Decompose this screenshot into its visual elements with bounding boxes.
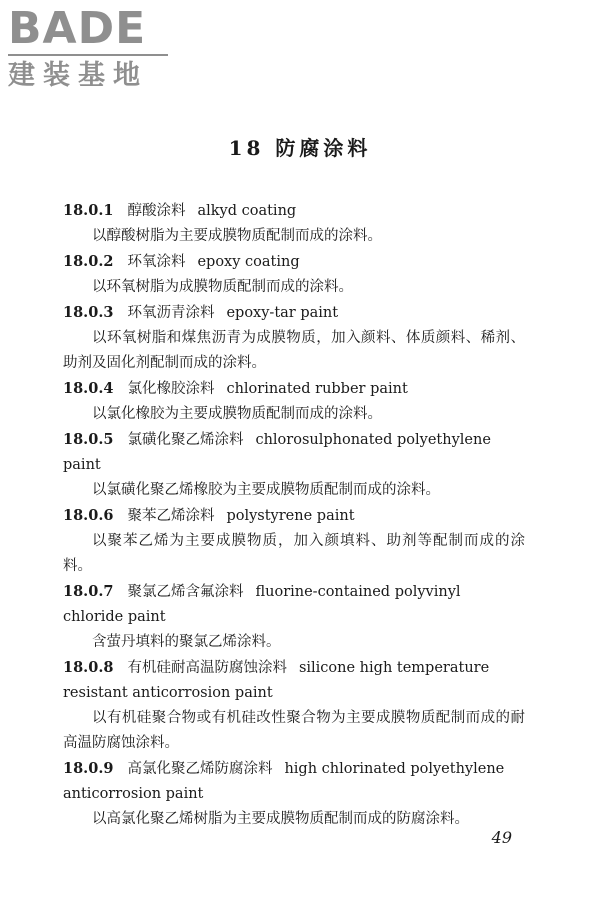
term-english: polystyrene paint xyxy=(226,508,355,524)
term-english: alkyd coating xyxy=(197,203,297,219)
term-english: silicone high temperature resistant anticorrosion paint xyxy=(63,660,490,701)
term-number: 18.0.7 xyxy=(63,583,114,600)
term-english: fluorine-contained polyvinyl chloride paint xyxy=(63,584,461,625)
term-chinese: 氯化橡胶涂料 xyxy=(127,381,215,397)
term-chinese: 环氧涂料 xyxy=(127,254,186,270)
term-heading xyxy=(63,198,525,224)
term-definition: 以氯化橡胶为主要成膜物质配制而成的涂料。 xyxy=(92,406,382,422)
term-heading xyxy=(63,427,525,478)
brand-logo xyxy=(8,3,178,92)
logo-wordmark: BADE xyxy=(8,3,147,54)
term-chinese: 高氯化聚乙烯防腐涂料 xyxy=(127,761,273,777)
page-number: 49 xyxy=(491,828,512,847)
term-chinese: 聚苯乙烯涂料 xyxy=(127,508,215,524)
logo-divider xyxy=(8,54,168,56)
term-english: high chlorinated polyethylene anticorrosion paint xyxy=(63,761,505,802)
term-heading xyxy=(63,300,525,326)
term-number: 18.0.8 xyxy=(63,659,114,676)
term-entry xyxy=(63,198,525,249)
term-number: 18.0.3 xyxy=(63,304,114,321)
term-heading xyxy=(63,655,525,706)
term-chinese: 聚氯乙烯含氟涂料 xyxy=(127,584,244,600)
logo-subtitle: 建装基地 xyxy=(8,60,148,91)
term-list xyxy=(63,198,525,832)
term-number: 18.0.4 xyxy=(63,380,114,397)
term-english: epoxy-tar paint xyxy=(226,305,339,321)
term-heading xyxy=(63,503,525,529)
term-english: chlorosulphonated polyethylene paint xyxy=(63,432,491,473)
term-chinese: 氯磺化聚乙烯涂料 xyxy=(127,432,244,448)
term-number: 18.0.1 xyxy=(63,202,114,219)
term-chinese: 醇酸涂料 xyxy=(127,203,186,219)
term-number: 18.0.9 xyxy=(63,760,114,777)
term-definition: 以聚苯乙烯为主要成膜物质，加入颜填料、助剂等配制而成的涂料。 xyxy=(63,533,525,574)
term-english: epoxy coating xyxy=(197,254,300,270)
term-english: chlorinated rubber paint xyxy=(226,381,408,397)
term-definition: 含萤丹填料的聚氯乙烯涂料。 xyxy=(92,634,281,650)
term-definition: 以环氧树脂和煤焦沥青为成膜物质，加入颜料、体质颜料、稀剂、助剂及固化剂配制而成的涂料。 xyxy=(63,330,525,371)
term-definition: 以氯磺化聚乙烯橡胶为主要成膜物质配制而成的涂料。 xyxy=(92,482,440,498)
term-entry xyxy=(63,579,525,655)
term-number: 18.0.2 xyxy=(63,253,114,270)
term-heading xyxy=(63,756,525,807)
term-heading xyxy=(63,249,525,275)
term-chinese: 环氧沥青涂料 xyxy=(127,305,215,321)
chapter-title: 18 防腐涂料 xyxy=(228,136,372,160)
term-heading xyxy=(63,579,525,630)
term-entry xyxy=(63,756,525,832)
term-heading xyxy=(63,376,525,402)
term-entry xyxy=(63,376,525,427)
term-definition: 以有机硅聚合物或有机硅改性聚合物为主要成膜物质配制而成的耐高温防腐蚀涂料。 xyxy=(63,710,525,751)
term-number: 18.0.6 xyxy=(63,507,114,524)
term-entry xyxy=(63,427,525,503)
term-number: 18.0.5 xyxy=(63,431,114,448)
term-entry xyxy=(63,655,525,756)
term-entry xyxy=(63,503,525,579)
term-chinese: 有机硅耐高温防腐蚀涂料 xyxy=(127,660,287,676)
term-definition: 以环氧树脂为成膜物质配制而成的涂料。 xyxy=(92,279,353,295)
term-definition: 以醇酸树脂为主要成膜物质配制而成的涂料。 xyxy=(92,228,382,244)
term-entry xyxy=(63,249,525,300)
term-entry xyxy=(63,300,525,376)
term-definition: 以高氯化聚乙烯树脂为主要成膜物质配制而成的防腐涂料。 xyxy=(92,811,469,827)
